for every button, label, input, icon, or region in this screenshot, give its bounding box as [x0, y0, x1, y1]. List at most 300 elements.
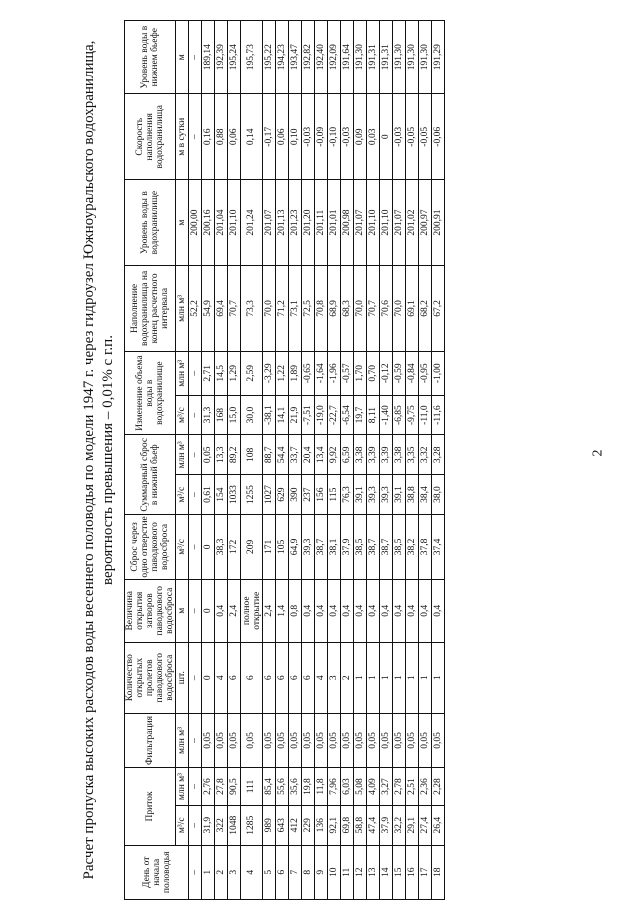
table-cell: –: [189, 94, 202, 180]
table-row: [263, 21, 276, 900]
table-cell: 76,3: [341, 475, 354, 515]
header-volume-change: Изменение объема воды в водохранилище: [125, 351, 176, 435]
table-cell: 14,5: [215, 351, 228, 395]
table-cell: –: [189, 435, 202, 475]
table-cell: 47,4: [367, 805, 380, 845]
table-cell: 322: [215, 805, 228, 845]
table-cell: 72,5: [302, 265, 315, 351]
table-cell: 0,05: [289, 713, 302, 767]
title-line-2: вероятность превышения – 0,01% с г.п.: [100, 335, 116, 585]
table-cell: 8,11: [367, 395, 380, 435]
table-cell: 38,0: [432, 475, 445, 515]
table-cell: 3,35: [406, 435, 419, 475]
table-cell: 69,1: [406, 265, 419, 351]
table-cell: 0: [202, 579, 215, 642]
table-cell: 0,05: [354, 713, 367, 767]
table-cell: 629: [276, 475, 289, 515]
table-cell: 3,27: [380, 768, 393, 806]
table-cell: -0,05: [419, 94, 432, 180]
table-cell: 38,7: [380, 514, 393, 579]
header-row: [125, 21, 176, 900]
table-cell: 0: [380, 94, 393, 180]
table-cell: 30,0: [241, 395, 263, 435]
table-cell: 0,06: [228, 94, 241, 180]
table-cell: 6: [276, 642, 289, 713]
table-cell: 237: [302, 475, 315, 515]
table-cell: 4: [241, 845, 263, 899]
table-cell: 209: [241, 514, 263, 579]
table-cell: -0,03: [393, 94, 406, 180]
table-cell: 27,8: [215, 768, 228, 806]
table-cell: 0,05: [419, 713, 432, 767]
table-cell: 6: [241, 642, 263, 713]
unit-cell: м: [176, 21, 189, 94]
table-cell: 14,1: [276, 395, 289, 435]
table-cell: 38,8: [406, 475, 419, 515]
table-cell: 115: [328, 475, 341, 515]
header-spans-count: Количество открытых пролетов паводкового водосброса: [125, 642, 176, 713]
table-cell: 37,8: [419, 514, 432, 579]
table-cell: 90,5: [228, 768, 241, 806]
table-cell: 0,4: [302, 579, 315, 642]
unit-cell: млн м³: [176, 768, 189, 806]
table-cell: 20,4: [302, 435, 315, 475]
table-cell: –: [189, 713, 202, 767]
unit-cell: м в сутки: [176, 94, 189, 180]
table-cell: 1: [380, 642, 393, 713]
table-cell: 0,05: [276, 713, 289, 767]
table-cell: 105: [276, 514, 289, 579]
table-cell: 0,4: [419, 579, 432, 642]
table-cell: 11,8: [315, 768, 328, 806]
table-row: [380, 21, 393, 900]
table-cell: 31,3: [202, 395, 215, 435]
table-cell: 136: [315, 805, 328, 845]
table-cell: 195,73: [241, 21, 263, 94]
table-cell: 0,4: [215, 579, 228, 642]
table-row: [406, 21, 419, 900]
table-cell: 6: [276, 845, 289, 899]
table-cell: 0,61: [202, 475, 215, 515]
table-cell: 2,51: [406, 768, 419, 806]
table-cell: 1,89: [289, 351, 302, 395]
table-cell: 17: [419, 845, 432, 899]
header-fill: Наполнение водохранилища на конец расчетного интервала: [125, 265, 176, 351]
table-cell: 69,8: [341, 805, 354, 845]
table-cell: 1033: [228, 475, 241, 515]
table-cell: 201,07: [263, 180, 276, 266]
table-cell: 6: [302, 642, 315, 713]
table-cell: 70,7: [228, 265, 241, 351]
table-row: [341, 21, 354, 900]
table-cell: 0,16: [202, 94, 215, 180]
table-cell: 1048: [228, 805, 241, 845]
table-cell: 38,5: [354, 514, 367, 579]
table-cell: -0,06: [432, 94, 445, 180]
table-cell: -1,00: [432, 351, 445, 395]
table-row: [215, 21, 228, 900]
table-cell: 1: [419, 642, 432, 713]
table-cell: 2: [341, 642, 354, 713]
table-cell: 2,59: [241, 351, 263, 395]
table-cell: 0,05: [228, 713, 241, 767]
table-cell: 0,09: [354, 94, 367, 180]
table-cell: 192,40: [315, 21, 328, 94]
table-cell: полное открытие: [241, 579, 263, 642]
table-cell: 0,06: [276, 94, 289, 180]
table-cell: -0,09: [315, 94, 328, 180]
table-cell: 191,30: [354, 21, 367, 94]
table-cell: 54,4: [276, 435, 289, 475]
table-cell: -0,03: [341, 94, 354, 180]
table-cell: -0,59: [393, 351, 406, 395]
table-cell: 85,4: [263, 768, 276, 806]
table-cell: -0,65: [302, 351, 315, 395]
table-cell: 39,3: [367, 475, 380, 515]
header-total-discharge: Суммарный сброс в нижний бьеф: [125, 435, 176, 515]
table-row: [276, 21, 289, 900]
table-cell: 64,9: [289, 514, 302, 579]
table-cell: 18: [432, 845, 445, 899]
page-number: 2: [590, 449, 606, 457]
table-cell: 4,09: [367, 768, 380, 806]
table-cell: 38,3: [215, 514, 228, 579]
table-cell: 201,10: [380, 180, 393, 266]
table-cell: 32,2: [393, 805, 406, 845]
table-cell: 5: [263, 845, 276, 899]
table-body: [189, 21, 445, 900]
table-cell: 39,1: [393, 475, 406, 515]
table-cell: 168: [215, 395, 228, 435]
table-cell: 1285: [241, 805, 263, 845]
table-cell: 38,2: [406, 514, 419, 579]
table-cell: -0,17: [263, 94, 276, 180]
table-cell: 6: [289, 642, 302, 713]
table-cell: -3,29: [263, 351, 276, 395]
table-cell: 2,36: [419, 768, 432, 806]
table-cell: 38,7: [315, 514, 328, 579]
header-tail-level: Уровень воды в нижнем бьефе: [125, 21, 176, 94]
table-cell: 0,10: [289, 94, 302, 180]
table-cell: 71,2: [276, 265, 289, 351]
table-cell: -22,7: [328, 395, 341, 435]
header-day: День от начала половодья: [125, 845, 189, 899]
table-cell: 108: [241, 435, 263, 475]
table-cell: 15,0: [228, 395, 241, 435]
table-cell: 171: [263, 514, 276, 579]
table-row: [289, 21, 302, 900]
table-cell: 1: [393, 642, 406, 713]
table-cell: 0,4: [341, 579, 354, 642]
unit-cell: млн м³: [176, 435, 189, 475]
unit-cell: млн м³: [176, 265, 189, 351]
table-cell: 189,14: [202, 21, 215, 94]
unit-cell: м: [176, 180, 189, 266]
table-cell: 0,4: [328, 579, 341, 642]
table-cell: 0,05: [202, 435, 215, 475]
table-cell: 7: [289, 845, 302, 899]
table-cell: 191,31: [367, 21, 380, 94]
table-cell: -11,6: [432, 395, 445, 435]
table-cell: 37,4: [432, 514, 445, 579]
table-cell: 1,4: [276, 579, 289, 642]
table-cell: –: [189, 768, 202, 806]
document-title: [80, 20, 118, 900]
table-cell: 0,88: [215, 94, 228, 180]
table-cell: –: [189, 845, 202, 899]
table-cell: 191,64: [341, 21, 354, 94]
table-cell: 16: [406, 845, 419, 899]
table-cell: 38,7: [367, 514, 380, 579]
table-cell: 0,70: [367, 351, 380, 395]
table-cell: 55,6: [276, 768, 289, 806]
table-cell: 2,28: [432, 768, 445, 806]
table-cell: 12: [354, 845, 367, 899]
table-cell: 0,05: [315, 713, 328, 767]
table-cell: 26,4: [432, 805, 445, 845]
table-cell: 191,30: [419, 21, 432, 94]
table-cell: –: [189, 514, 202, 579]
unit-cell: м³/с: [176, 395, 189, 435]
table-cell: -11,0: [419, 395, 432, 435]
table-cell: 0,8: [289, 579, 302, 642]
header-inflow: Приток: [125, 768, 176, 845]
table-cell: 2,4: [228, 579, 241, 642]
table-cell: 1: [432, 642, 445, 713]
table-cell: 29,1: [406, 805, 419, 845]
table-cell: 8: [302, 845, 315, 899]
table-cell: 201,04: [215, 180, 228, 266]
table-cell: 0,05: [328, 713, 341, 767]
table-cell: -0,95: [419, 351, 432, 395]
table-cell: 0,4: [406, 579, 419, 642]
table-cell: 3: [328, 642, 341, 713]
table-cell: 6,59: [341, 435, 354, 475]
table-cell: 37,9: [380, 805, 393, 845]
table-cell: 5,08: [354, 768, 367, 806]
table-cell: -1,96: [328, 351, 341, 395]
table-cell: 1: [406, 642, 419, 713]
table-cell: 3,32: [419, 435, 432, 475]
table-cell: 27,4: [419, 805, 432, 845]
unit-cell: млн м³: [176, 351, 189, 395]
table-cell: 200,97: [419, 180, 432, 266]
table-cell: 33,7: [289, 435, 302, 475]
table-cell: -19,0: [315, 395, 328, 435]
table-cell: 201,11: [315, 180, 328, 266]
table-cell: 31,9: [202, 805, 215, 845]
table-cell: –: [189, 21, 202, 94]
table-cell: –: [189, 805, 202, 845]
table-cell: 1027: [263, 475, 276, 515]
table-cell: 200,16: [202, 180, 215, 266]
header-gate-opening: Величина открытия затворов паводкового водосброса: [125, 579, 176, 642]
table-cell: 412: [289, 805, 302, 845]
table-cell: 2,4: [263, 579, 276, 642]
table-cell: -0,05: [406, 94, 419, 180]
table-row: [315, 21, 328, 900]
table-cell: –: [189, 351, 202, 395]
table-row: [189, 21, 202, 900]
table-cell: 0,05: [393, 713, 406, 767]
table-cell: 172: [228, 514, 241, 579]
unit-cell: м: [176, 579, 189, 642]
table-cell: 0,4: [432, 579, 445, 642]
table-cell: 0: [202, 642, 215, 713]
table-cell: 7,96: [328, 768, 341, 806]
header-fill-rate: Скорость наполнения водохранилища: [125, 94, 176, 180]
table-row: [241, 21, 263, 900]
table-row: [393, 21, 406, 900]
header-filtration: Фильтрация: [125, 713, 176, 767]
table-cell: 38,5: [393, 514, 406, 579]
table-cell: 9: [315, 845, 328, 899]
table-cell: 201,10: [367, 180, 380, 266]
table-cell: 201,20: [302, 180, 315, 266]
table-cell: 89,2: [228, 435, 241, 475]
table-cell: -38,1: [263, 395, 276, 435]
table-cell: 73,1: [289, 265, 302, 351]
table-cell: 0,03: [367, 94, 380, 180]
table-cell: 3,39: [367, 435, 380, 475]
table-cell: 1: [367, 642, 380, 713]
table-cell: 1: [202, 845, 215, 899]
table-cell: 229: [302, 805, 315, 845]
table-row: [302, 21, 315, 900]
table-cell: 38,1: [328, 514, 341, 579]
table-cell: 0,4: [354, 579, 367, 642]
table-row: [202, 21, 215, 900]
table-cell: 200,00: [189, 180, 202, 266]
unit-cell: м³/с: [176, 805, 189, 845]
table-cell: 1: [354, 642, 367, 713]
table-cell: 0: [202, 514, 215, 579]
table-cell: 54,9: [202, 265, 215, 351]
table-cell: 70,0: [354, 265, 367, 351]
table-cell: 1,29: [228, 351, 241, 395]
table-cell: 4: [215, 642, 228, 713]
table-cell: 3,38: [393, 435, 406, 475]
table-cell: 13: [367, 845, 380, 899]
table-cell: 10: [328, 845, 341, 899]
table-cell: 68,2: [419, 265, 432, 351]
table-row: [228, 21, 241, 900]
table-cell: 200,91: [432, 180, 445, 266]
table-cell: 2,78: [393, 768, 406, 806]
table-cell: 201,10: [228, 180, 241, 266]
table-cell: 191,30: [406, 21, 419, 94]
table-cell: 0,05: [202, 713, 215, 767]
table-cell: 195,22: [263, 21, 276, 94]
table-cell: -0,03: [302, 94, 315, 180]
table-cell: 0,4: [315, 579, 328, 642]
table-cell: 201,23: [289, 180, 302, 266]
unit-cell: шт.: [176, 642, 189, 713]
table-cell: 154: [215, 475, 228, 515]
table-cell: 39,1: [354, 475, 367, 515]
table-cell: 0,05: [302, 713, 315, 767]
table-cell: 989: [263, 805, 276, 845]
table-cell: -6,85: [393, 395, 406, 435]
table-cell: 3,39: [380, 435, 393, 475]
table-row: [367, 21, 380, 900]
table-cell: 0,05: [241, 713, 263, 767]
table-cell: 1255: [241, 475, 263, 515]
table-cell: 19,7: [354, 395, 367, 435]
table-cell: 69,4: [215, 265, 228, 351]
table-cell: 70,6: [380, 265, 393, 351]
table-cell: 11: [341, 845, 354, 899]
table-cell: 14: [380, 845, 393, 899]
table-cell: 0,14: [241, 94, 263, 180]
header-discharge-one: Сброс через одно отверстие паводкового водосброса: [125, 514, 176, 579]
table-cell: 6: [263, 642, 276, 713]
table-cell: 39,3: [380, 475, 393, 515]
table-cell: -0,84: [406, 351, 419, 395]
table-cell: 88,7: [263, 435, 276, 475]
table-cell: 191,31: [380, 21, 393, 94]
unit-cell: м³/с: [176, 514, 189, 579]
table-cell: 13,4: [315, 435, 328, 475]
table-cell: 68,9: [328, 265, 341, 351]
table-cell: 0,05: [406, 713, 419, 767]
table-cell: -7,51: [302, 395, 315, 435]
table-cell: 70,8: [315, 265, 328, 351]
table-cell: -1,40: [380, 395, 393, 435]
title-line-1: Расчет пропуска высоких расходов воды весеннего половодья по модели 1947 г. через гидроузел Южноуральского водохранилища,: [81, 40, 97, 880]
table-cell: 191,30: [393, 21, 406, 94]
table-cell: 643: [276, 805, 289, 845]
table-cell: –: [189, 642, 202, 713]
table-cell: 38,4: [419, 475, 432, 515]
table-cell: 68,3: [341, 265, 354, 351]
table-cell: -0,57: [341, 351, 354, 395]
table-cell: –: [189, 395, 202, 435]
table-cell: 52,2: [189, 265, 202, 351]
table-cell: 194,23: [276, 21, 289, 94]
table-cell: 0,05: [341, 713, 354, 767]
table-cell: 67,2: [432, 265, 445, 351]
table-cell: 201,07: [393, 180, 406, 266]
table-cell: 37,9: [341, 514, 354, 579]
table-cell: 192,82: [302, 21, 315, 94]
table-cell: 0,4: [367, 579, 380, 642]
table-cell: 201,07: [354, 180, 367, 266]
table-cell: 58,8: [354, 805, 367, 845]
table-cell: 70,0: [263, 265, 276, 351]
table-cell: 201,02: [406, 180, 419, 266]
table-cell: 15: [393, 845, 406, 899]
table-cell: 3,28: [432, 435, 445, 475]
table-cell: –: [189, 579, 202, 642]
table-cell: -0,12: [380, 351, 393, 395]
units-row: [176, 21, 189, 900]
table-cell: 3,38: [354, 435, 367, 475]
table-cell: 192,39: [215, 21, 228, 94]
table-cell: 1,70: [354, 351, 367, 395]
table-cell: 4: [315, 642, 328, 713]
table-cell: -6,54: [341, 395, 354, 435]
table-cell: 0,4: [380, 579, 393, 642]
table-cell: 201,01: [328, 180, 341, 266]
table-cell: 2,71: [202, 351, 215, 395]
table-cell: 6: [228, 642, 241, 713]
table-cell: 70,0: [393, 265, 406, 351]
table-row: [354, 21, 367, 900]
table-cell: 201,13: [276, 180, 289, 266]
unit-cell: млн м³: [176, 713, 189, 767]
table-cell: 39,3: [302, 514, 315, 579]
